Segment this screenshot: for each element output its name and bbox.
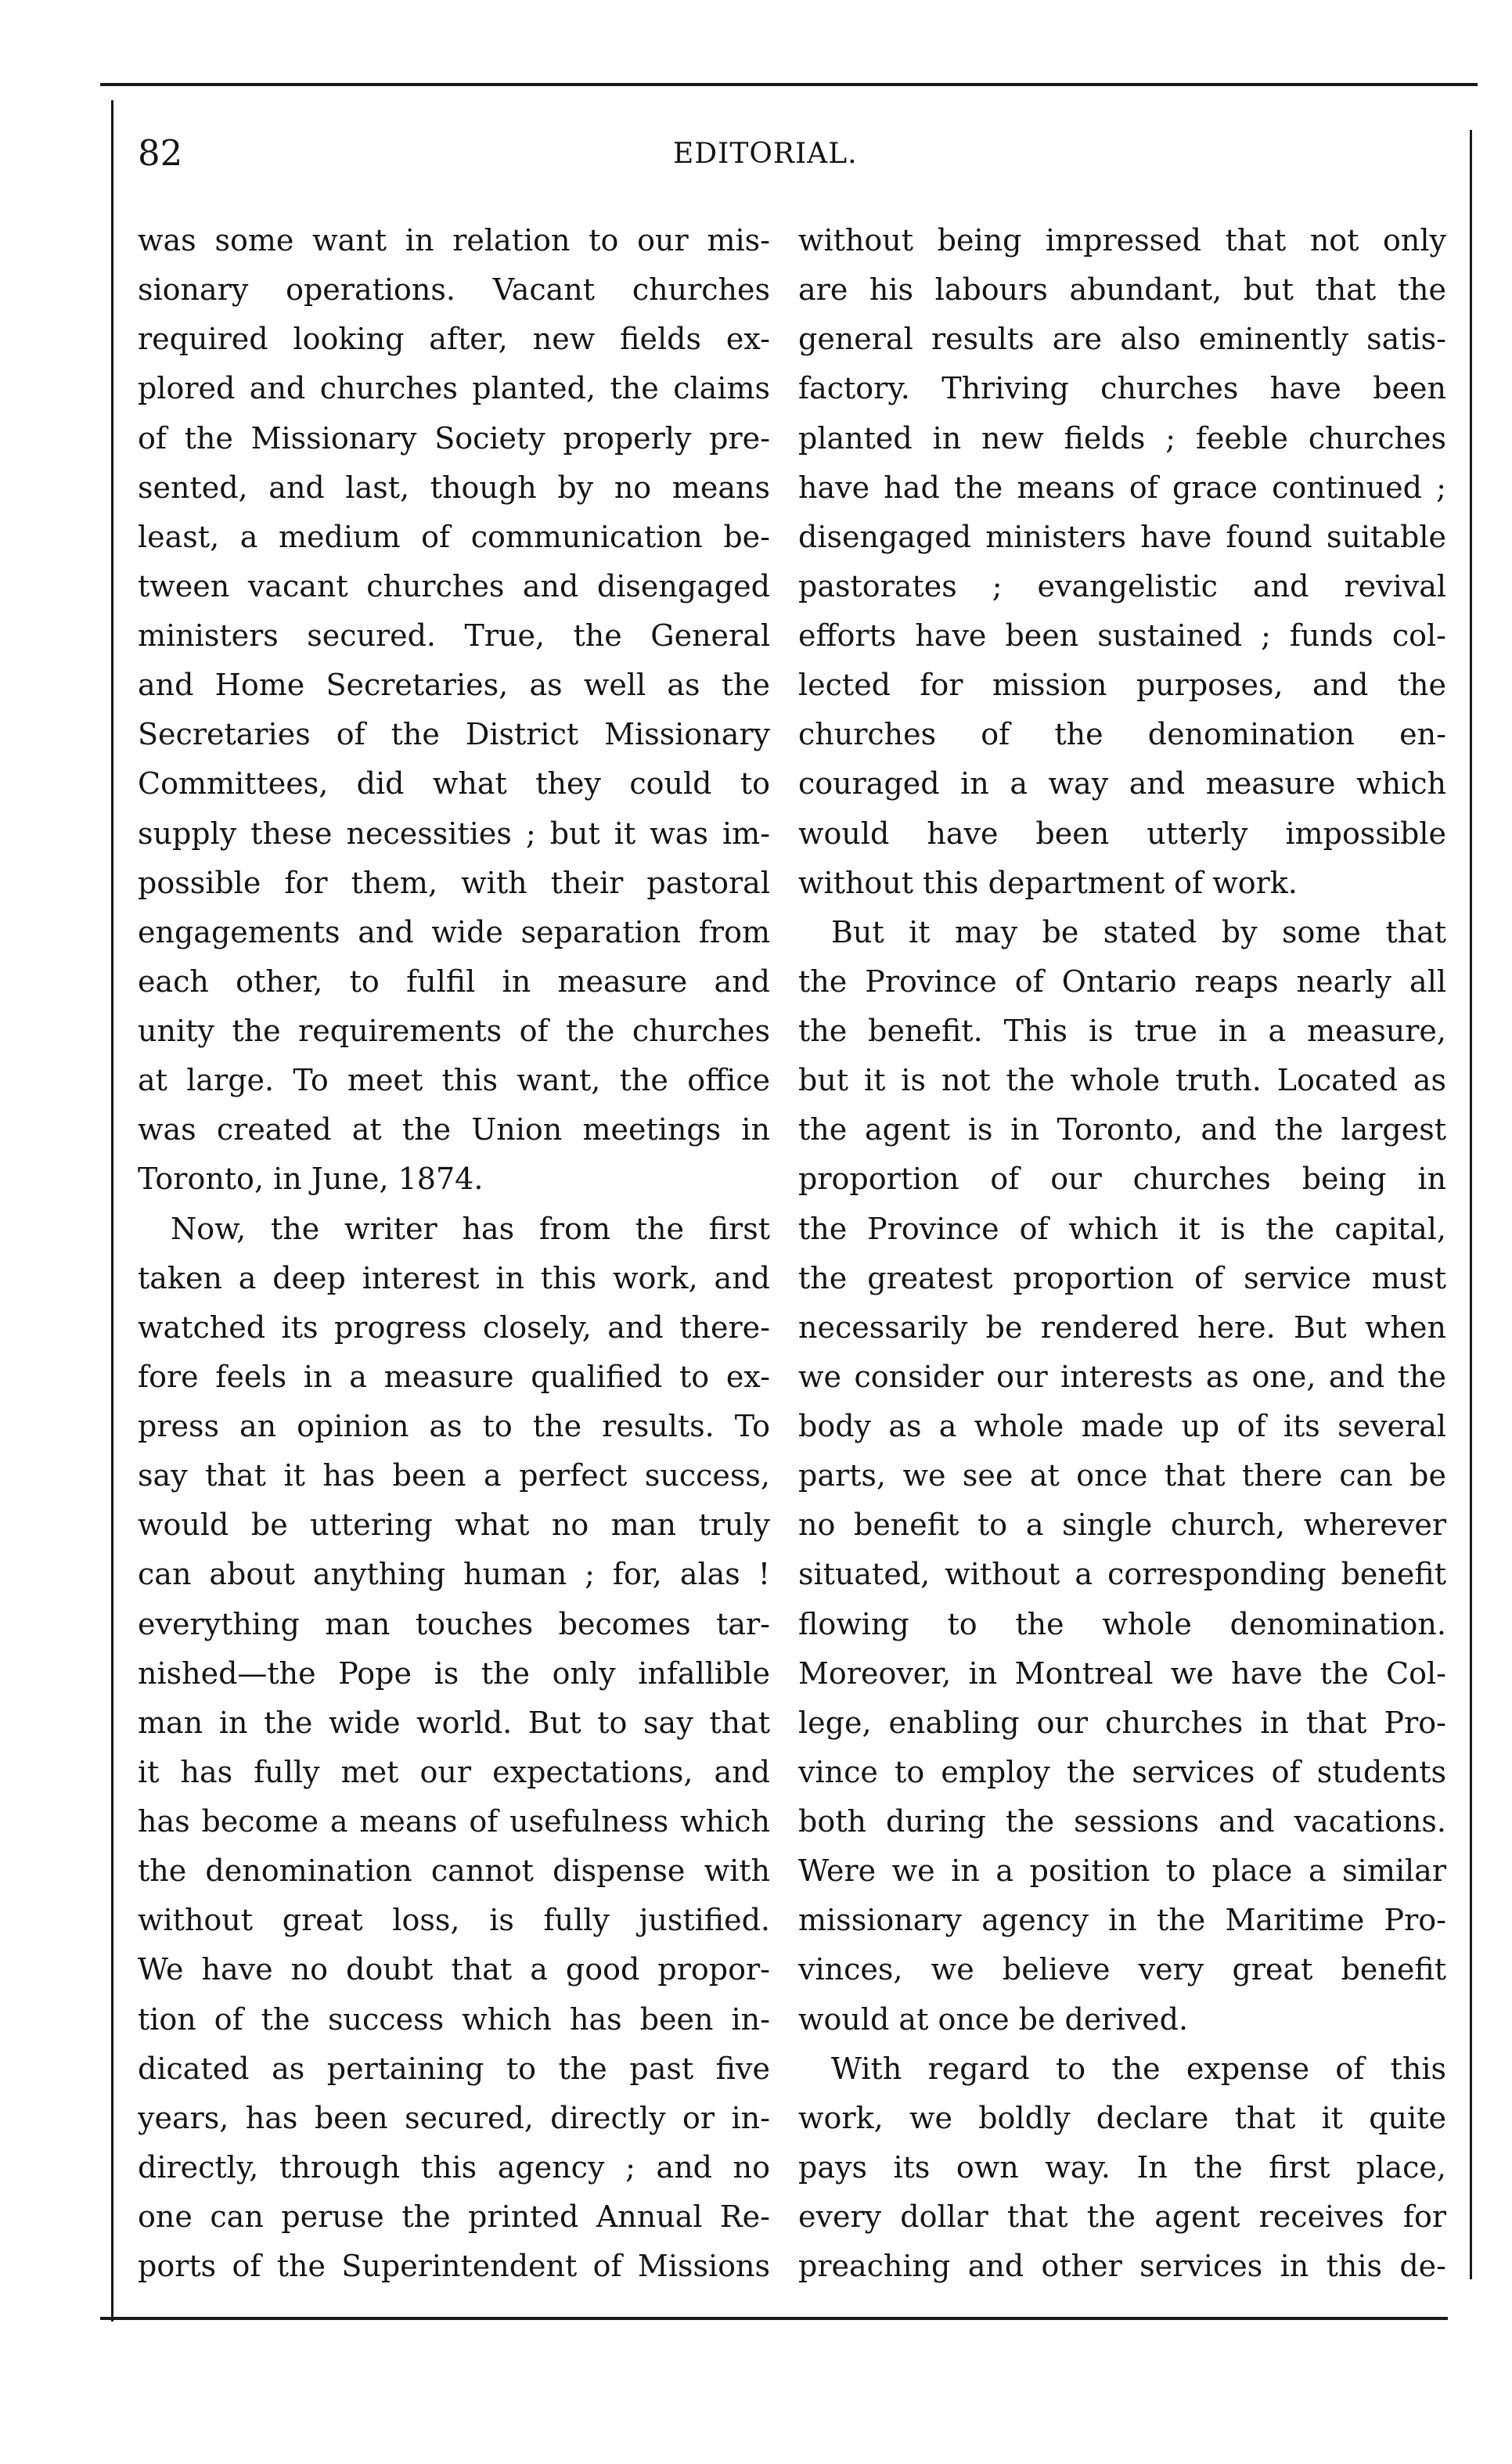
- text-line: it has fully met our expectations, and: [138, 1754, 770, 1789]
- text-line: and Home Secretaries, as well as the: [138, 668, 770, 703]
- text-line: planted in new fields ; feeble churches: [798, 420, 1446, 456]
- text-line: was some want in relation to our mis-: [138, 223, 770, 258]
- text-line: at large. To meet this want, the office: [138, 1063, 770, 1098]
- text-line: pastorates ; evangelistic and revival: [798, 568, 1446, 603]
- text-line: supply these necessities ; but it was im-: [138, 816, 770, 851]
- text-line: pays its own way. In the first place,: [798, 2149, 1446, 2185]
- text-line: can about anything human ; for, alas !: [138, 1557, 770, 1592]
- text-line: years, has been secured, directly or in-: [138, 2100, 770, 2135]
- text-line: directly, through this agency ; and no: [138, 2149, 770, 2185]
- text-line: every dollar that the agent receives for: [798, 2199, 1446, 2234]
- text-line: Toronto, in June, 1874.: [138, 1162, 484, 1197]
- text-line: Committees, did what they could to: [138, 766, 770, 802]
- text-line: Were we in a position to place a similar: [798, 1853, 1446, 1889]
- text-line: man in the wide world. But to say that: [138, 1705, 770, 1740]
- text-line: would have been utterly impossible: [798, 816, 1446, 851]
- text-line: the agent is in Toronto, and the largest: [798, 1112, 1446, 1147]
- text-line: the benefit. This is true in a measure,: [798, 1014, 1446, 1048]
- text-line: we consider our interests as one, and the: [798, 1359, 1446, 1394]
- text-line: Now, the writer has from the first: [171, 1211, 770, 1246]
- page-number: 82: [138, 132, 183, 174]
- text-line: sionary operations. Vacant churches: [138, 272, 770, 308]
- text-line: the Province of which it is the capital,: [798, 1211, 1446, 1246]
- text-line: churches of the denomination en-: [798, 717, 1446, 752]
- text-line: of the Missionary Society properly pre-: [138, 420, 770, 456]
- right-margin-rule: [1470, 130, 1472, 2279]
- text-line: ports of the Superintendent of Missions: [138, 2249, 770, 2284]
- text-line: least, a medium of communication be-: [138, 519, 770, 554]
- text-line: But it may be stated by some that: [831, 914, 1446, 949]
- text-line: both during the sessions and vacations.: [798, 1804, 1446, 1839]
- text-line: plored and churches planted, the claims: [138, 371, 770, 406]
- text-line: engagements and wide separation from: [138, 914, 770, 949]
- text-line: are his labours abundant, but that the: [798, 272, 1446, 308]
- text-line: vince to employ the services of students: [798, 1754, 1446, 1789]
- top-rule: [100, 83, 1478, 86]
- text-line: proportion of our churches being in: [798, 1162, 1446, 1197]
- text-line: tion of the success which has been in-: [138, 2001, 770, 2037]
- text-line: the denomination cannot dispense with: [138, 1853, 770, 1889]
- text-line: required looking after, new fields ex-: [138, 322, 770, 357]
- text-line: unity the requirements of the churches: [138, 1014, 770, 1048]
- text-line: possible for them, with their pastoral: [138, 865, 770, 900]
- left-text-column: [138, 216, 770, 2291]
- bottom-rule: [100, 2317, 1448, 2320]
- text-line: lege, enabling our churches in that Pro-: [798, 1705, 1446, 1740]
- text-line: one can peruse the printed Annual Re-: [138, 2199, 770, 2234]
- left-margin-rule: [111, 100, 113, 2322]
- text-line: With regard to the expense of this: [831, 2051, 1446, 2086]
- text-line: body as a whole made up of its several: [798, 1409, 1446, 1443]
- text-line: would be uttering what no man truly: [138, 1508, 770, 1543]
- text-line: We have no doubt that a good propor-: [138, 1952, 770, 1987]
- text-line: work, we boldly declare that it quite: [798, 2100, 1446, 2135]
- text-line: say that it has been a perfect success,: [138, 1458, 770, 1493]
- text-line: have had the means of grace continued ;: [798, 470, 1446, 505]
- text-line: couraged in a way and measure which: [798, 766, 1446, 802]
- text-line: tween vacant churches and disengaged: [138, 568, 770, 603]
- text-line: without being impressed that not only: [798, 223, 1446, 258]
- running-head: EDITORIAL.: [673, 138, 858, 170]
- text-line: general results are also eminently satis-: [798, 322, 1446, 357]
- text-line: Moreover, in Montreal we have the Col-: [798, 1655, 1446, 1691]
- text-line: without great loss, is fully justified.: [138, 1903, 770, 1938]
- text-line: no benefit to a single church, wherever: [798, 1508, 1446, 1543]
- text-line: dicated as pertaining to the past five: [138, 2051, 770, 2086]
- text-line: missionary agency in the Maritime Pro-: [798, 1903, 1446, 1938]
- text-line: nished—the Pope is the only infallible: [138, 1655, 770, 1691]
- text-line: vinces, we believe very great benefit: [798, 1952, 1446, 1987]
- text-line: ministers secured. True, the General: [138, 618, 770, 653]
- text-line: lected for mission purposes, and the: [798, 668, 1446, 703]
- text-line: the Province of Ontario reaps nearly all: [798, 964, 1446, 999]
- text-line: the greatest proportion of service must: [798, 1260, 1446, 1295]
- text-line: Secretaries of the District Missionary: [138, 717, 770, 752]
- text-line: press an opinion as to the results. To: [138, 1409, 770, 1443]
- text-line: necessarily be rendered here. But when: [798, 1309, 1446, 1345]
- text-line: fore feels in a measure qualified to ex-: [138, 1359, 770, 1394]
- text-line: situated, without a corresponding benefit: [798, 1557, 1446, 1592]
- text-line: each other, to fulfil in measure and: [138, 964, 770, 999]
- text-line: without this department of work.: [798, 865, 1298, 900]
- text-line: everything man touches becomes tar-: [138, 1606, 770, 1641]
- text-line: flowing to the whole denomination.: [798, 1606, 1446, 1641]
- text-line: but it is not the whole truth. Located as: [798, 1063, 1446, 1098]
- text-line: disengaged ministers have found suitable: [798, 519, 1446, 554]
- text-line: preaching and other services in this de-: [798, 2249, 1446, 2284]
- text-line: watched its progress closely, and there-: [138, 1309, 770, 1345]
- text-line: parts, we see at once that there can be: [798, 1458, 1446, 1493]
- text-line: has become a means of usefulness which: [138, 1804, 770, 1839]
- text-line: efforts have been sustained ; funds col-: [798, 618, 1446, 653]
- text-line: was created at the Union meetings in: [138, 1112, 770, 1147]
- text-line: would at once be derived.: [798, 2001, 1189, 2037]
- text-line: factory. Thriving churches have been: [798, 371, 1446, 406]
- right-text-column: [798, 216, 1446, 2291]
- text-line: taken a deep interest in this work, and: [138, 1260, 770, 1295]
- text-line: sented, and last, though by no means: [138, 470, 770, 505]
